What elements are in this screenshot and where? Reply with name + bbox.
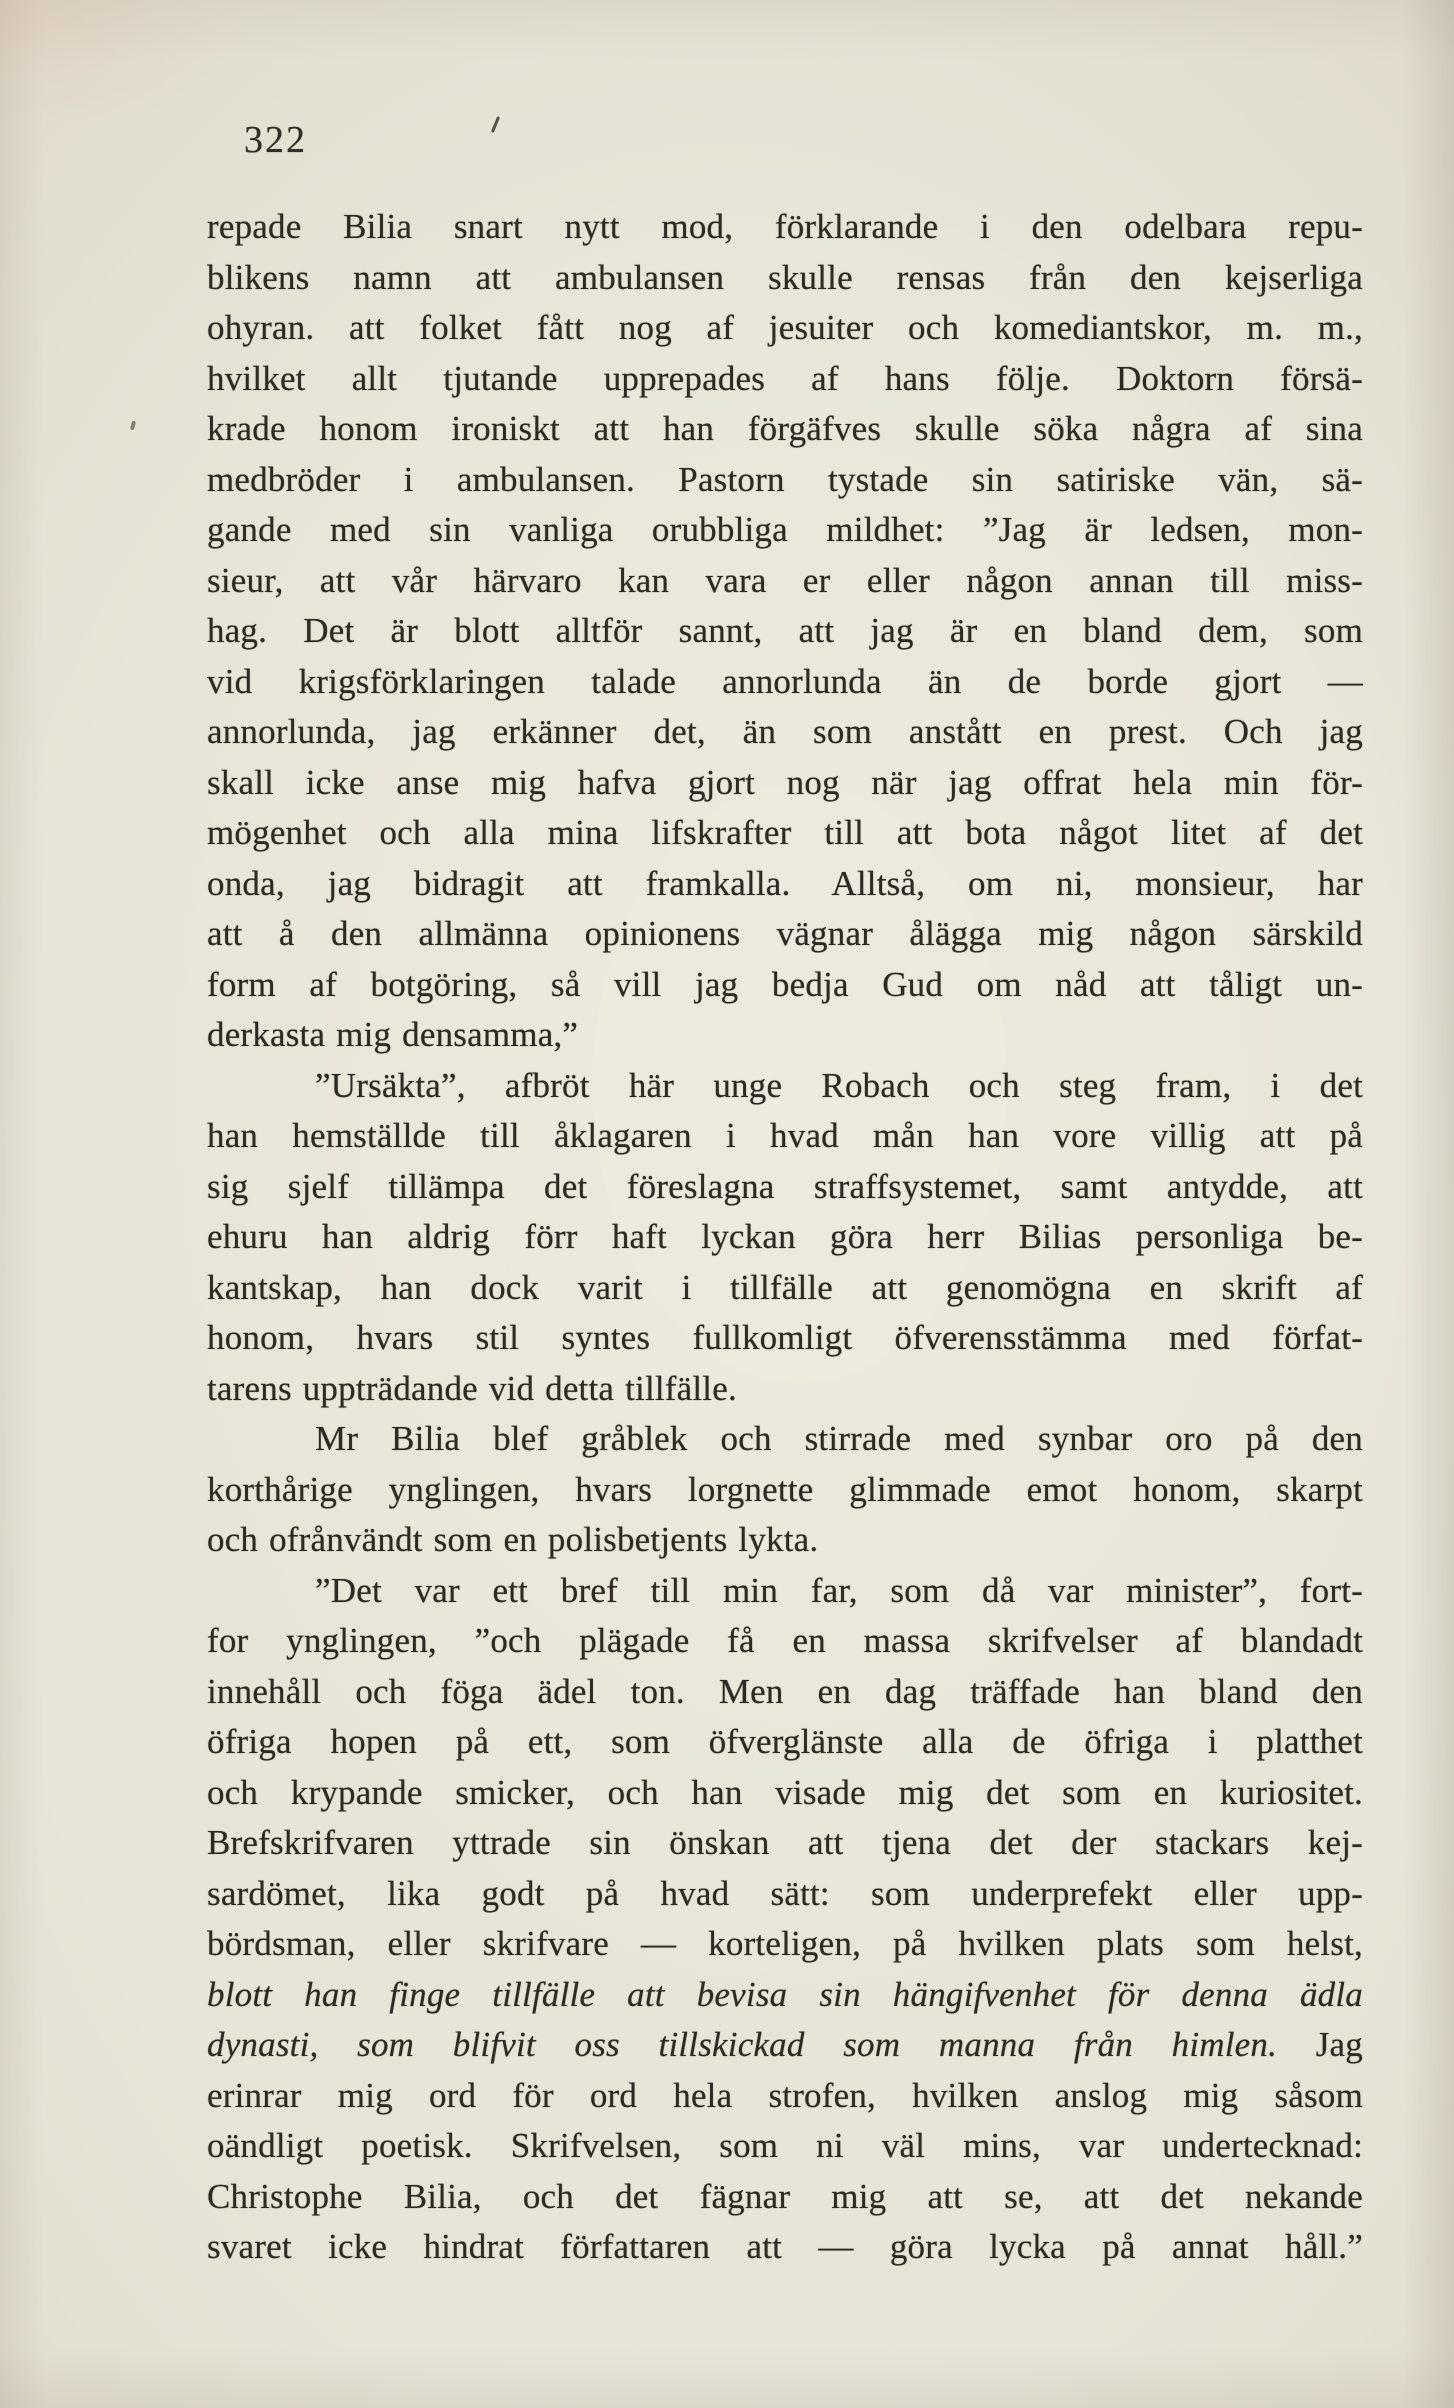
text-line: [207, 455, 1363, 506]
text-line: [207, 707, 1363, 758]
scan-stray-dot: [130, 421, 136, 431]
text-line: [207, 1212, 1363, 1263]
text-segment: sardömet, lika godt på hvad sätt: som underprefekt eller upp-: [207, 1873, 1363, 1913]
text-line: [207, 253, 1363, 304]
text-segment: svaret icke hindrat författaren att — göra lycka på annat håll.”: [207, 2227, 1363, 2266]
text-line: [207, 202, 1363, 253]
text-segment: blikens namn att ambulansen skulle rensas från den kejserliga: [207, 257, 1363, 297]
text-segment: att å den allmänna opinionens vägnar ålägga mig någon särskild: [207, 914, 1363, 953]
text-line: [207, 1818, 1363, 1869]
text-line: [207, 1717, 1363, 1768]
text-line: [207, 1111, 1363, 1162]
text-segment: sig sjelf tillämpa det föreslagna straffsystemet, samt antydde, att: [207, 1166, 1363, 1206]
text-segment: hvilket allt tjutande upprepades af hans följe. Doktorn försä-: [207, 358, 1363, 398]
text-segment: han hemställde till åklagaren i hvad mån han vore villig att på: [207, 1116, 1363, 1155]
text-line: [207, 960, 1363, 1011]
italic-text-segment: blott han finge tillfälle att bevisa sin hängifvenhet för denna ädla: [207, 1974, 1363, 2014]
text-line: [207, 2222, 1363, 2273]
text-segment: ”Ursäkta”, afbröt här unge Robach och steg fram, i det: [315, 1065, 1363, 1105]
text-segment: onda, jag bidragit att framkalla. Alltså, om ni, monsieur, har: [207, 863, 1363, 903]
text-segment: hag. Det är blott alltför sannt, att jag är en bland dem, som: [207, 611, 1363, 650]
text-line: [207, 1263, 1363, 1314]
text-line: [207, 354, 1363, 405]
text-line: [207, 758, 1363, 809]
text-line: [207, 606, 1363, 657]
text-line: [207, 1919, 1363, 1970]
text-segment: sieur, att vår härvaro kan vara er eller någon annan till miss-: [207, 560, 1363, 600]
italic-text-segment: dynasti, som blifvit oss tillskickad som manna från himlen.: [207, 2025, 1278, 2064]
text-line: [207, 808, 1363, 859]
text-line: [207, 1616, 1363, 1667]
text-line: [207, 1768, 1363, 1819]
text-segment: korthårige ynglingen, hvars lorgnette glimmade emot honom, skarpt: [207, 1469, 1363, 1509]
text-segment: oändligt poetisk. Skrifvelsen, som ni väl mins, var undertecknad:: [207, 2126, 1363, 2165]
text-segment: och ofrånvändt som en polisbetjents lykta.: [207, 1520, 819, 1559]
text-line: [207, 1414, 1363, 1465]
text-segment: Jag: [1277, 2025, 1363, 2064]
text-segment: gande med sin vanliga orubbliga mildhet: ”Jag är ledsen, mon-: [207, 510, 1363, 549]
text-line: [207, 1061, 1363, 1112]
text-line: [207, 1667, 1363, 1718]
text-segment: ”Det var ett bref till min far, som då var minister”, fort-: [315, 1570, 1363, 1610]
text-segment: form af botgöring, så vill jag bedja Gud om nåd att tåligt un-: [207, 964, 1363, 1004]
text-line: [207, 556, 1363, 607]
text-segment: tarens uppträdande vid detta tillfälle.: [207, 1368, 737, 1408]
scan-artifact-mark: [491, 116, 500, 133]
text-line: [207, 1162, 1363, 1213]
text-segment: repade Bilia snart nytt mod, förklarande i den odelbara repu-: [207, 207, 1363, 246]
text-segment: medbröder i ambulansen. Pastorn tystade sin satiriske vän, sä-: [207, 459, 1363, 499]
text-segment: Christophe Bilia, och det fägnar mig att se, att det nekande: [207, 2176, 1363, 2216]
text-segment: ohyran. att folket fått nog af jesuiter och komediantskor, m. m.,: [207, 308, 1363, 347]
text-segment: Brefskrifvaren yttrade sin önskan att tjena det der stackars kej-: [207, 1823, 1363, 1862]
text-line: [207, 1970, 1363, 2021]
text-segment: derkasta mig densamma,”: [207, 1015, 579, 1054]
text-line: [207, 505, 1363, 556]
text-segment: vid krigsförklaringen talade annorlunda än de borde gjort —: [207, 661, 1363, 701]
text-line: [207, 1364, 1363, 1415]
text-line: [207, 1566, 1363, 1617]
text-line: [207, 909, 1363, 960]
text-segment: bördsman, eller skrifvare — korteligen, på hvilken plats som helst,: [207, 1924, 1363, 1963]
text-line: [207, 1869, 1363, 1920]
text-line: [207, 2121, 1363, 2172]
text-line: [207, 2071, 1363, 2122]
text-line: [207, 303, 1363, 354]
text-line: [207, 657, 1363, 708]
text-segment: innehåll och föga ädel ton. Men en dag träffade han bland den: [207, 1671, 1363, 1711]
text-line: [207, 2020, 1363, 2071]
text-segment: öfriga hopen på ett, som öfverglänste alla de öfriga i platthet: [207, 1722, 1363, 1761]
text-segment: kantskap, han dock varit i tillfälle att genomögna en skrift af: [207, 1267, 1363, 1307]
text-segment: erinrar mig ord för ord hela strofen, hvilken anslog mig såsom: [207, 2075, 1363, 2115]
text-segment: honom, hvars stil syntes fullkomligt öfverensstämma med förfat-: [207, 1318, 1363, 1357]
text-segment: Mr Bilia blef gråblek och stirrade med synbar oro på den: [315, 1419, 1363, 1458]
text-line: [207, 1010, 1363, 1061]
text-line: [207, 1313, 1363, 1364]
text-line: [207, 1515, 1363, 1566]
text-segment: mögenhet och alla mina lifskrafter till att bota något litet af det: [207, 813, 1363, 852]
text-segment: krade honom ironiskt att han förgäfves skulle söka några af sina: [207, 409, 1363, 448]
text-segment: och krypande smicker, och han visade mig det som en kuriositet.: [207, 1772, 1363, 1812]
text-segment: skall icke anse mig hafva gjort nog när jag offrat hela min för-: [207, 762, 1363, 802]
text-segment: annorlunda, jag erkänner det, än som anstått en prest. Och jag: [207, 712, 1363, 751]
text-segment: ehuru han aldrig förr haft lyckan göra herr Bilias personliga be-: [207, 1217, 1363, 1256]
page-number: 322: [244, 119, 307, 161]
text-line: [207, 1465, 1363, 1516]
text-segment: for ynglingen, ”och plägade få en massa skrifvelser af blandadt: [207, 1621, 1363, 1660]
text-line: [207, 404, 1363, 455]
text-block: [207, 202, 1363, 2273]
text-line: [207, 2172, 1363, 2223]
text-line: [207, 859, 1363, 910]
